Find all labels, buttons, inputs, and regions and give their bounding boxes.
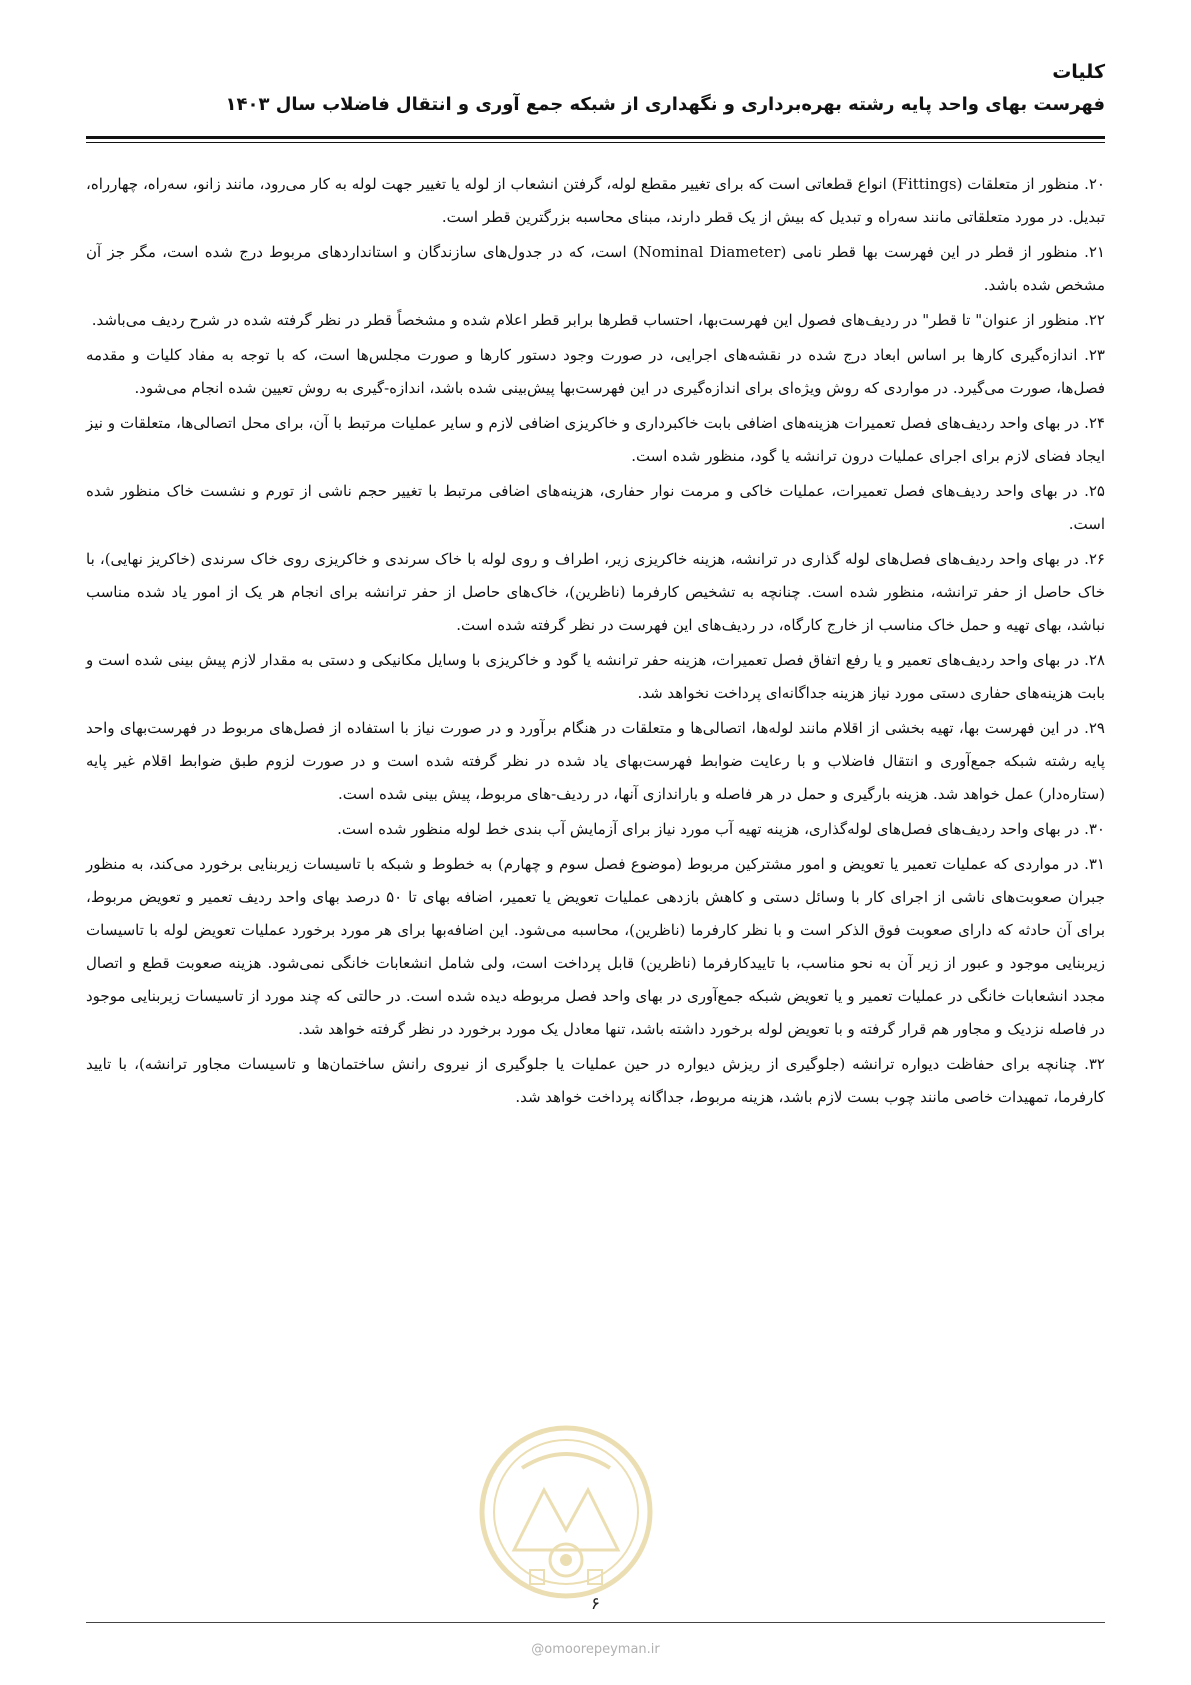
page-number: ۶	[590, 1594, 601, 1614]
site-watermark-text: @omoorepeyman.ir	[531, 1642, 660, 1657]
clause-21: ۲۱. منظور از قطر در این فهرست بها قطر نامی (Nominal Diameter) است، که در جدول‌های سازندگان و استانداردهای مربوط درج شده است، مگر جز آن مشخص شده باشد.	[86, 243, 1105, 294]
document-body	[86, 168, 1105, 1116]
clause-24: ۲۴. در بهای واحد ردیف‌های فصل تعمیرات هزینه‌های اضافی بابت خاکبرداری و خاکریزی اضافی لازم و سایر عملیات مرتبط با آن، برای محل اتصالی‌ها، متعلقات و نیز ایجاد فضای لازم برای اجرای عملیات درون ترانشه یا گود، منظور شده است.	[86, 414, 1105, 465]
clause-28: ۲۸. در بهای واحد ردیف‌های تعمیر و یا رفع اتفاق فصل تعمیرات، هزینه حفر ترانشه یا گود و خاکریزی با وسایل مکانیکی و دستی به مقدار لازم پیش بینی شده است و بابت هزینه‌های حفاری دستی مورد نیاز هزینه جداگانه‌ای پرداخت نخواهد شد.	[86, 651, 1105, 702]
clause-31: ۳۱. در مواردی که عملیات تعمیر یا تعویض و امور مشترکین مربوط (موضوع فصل سوم و چهارم) به خطوط و شبکه با تاسیسات زیربنایی برخورد می‌کند، به منظور جبران صعوبت‌های ناشی از اجرای کار با وسائل دستی و کاهش بازدهی عملیات تعویض یا تعمیر، اضافه بهای تا ۵۰ درصد بهای واحد ردیف تعمیر و تعویض مربوط، برای آن حادثه که دارای صعوبت فوق الذکر است و با نظر کارفرما (ناظرین)، محاسبه می‌شود. این اضافه‌بها برای هر مورد برخورد عملیات تعویض لوله با تاسیسات زیربنایی موجود و عبور از زیر آن به نحو مناسب، با تاییدکارفرما (ناظرین) قابل پرداخت است، ولی شامل انشعابات خانگی نمی‌شود. هزینه صعوبت قطع و اتصال مجدد انشعابات خانگی در عملیات تعمیر و یا تعویض شبکه جمع‌آوری در بهای واحد فصل مربوطه دیده شده است. در حالتی که چند مورد از تاسیسات زیربنایی موجود در فاصله نزدیک و مجاور هم قرار گرفته و با تعویض لوله برخورد داشته باشد، تنها معادل یک مورد برخورد در نظر گرفته خواهد شد.	[86, 855, 1105, 1038]
clause-26: ۲۶. در بهای واحد ردیف‌های فصل‌های لوله گذاری در ترانشه، هزینه خاکریزی زیر، اطراف و روی لوله با خاک سرندی و خاکریزی روی خاک سرندی (خاکریز نهایی)، با خاک حاصل از حفر ترانشه، منظور شده است. چنانچه به تشخیص کارفرما (ناظرین)، خاک‌های حاصل از حفر ترانشه برای انجام هر یک از امور یاد شده مناسب نباشد، بهای تهیه و حمل خاک مناسب از خارج کارگاه، در ردیف‌های این فهرست در نظر گرفته شده است.	[86, 550, 1105, 634]
clause-32: ۳۲. چنانچه برای حفاظت دیواره ترانشه (جلوگیری از ریزش دیواره در حین عملیات یا جلوگیری از نیروی رانش ساختمان‌ها و تاسیسات مجاور ترانشه)، با تایید کارفرما، تمهیدات خاصی مانند چوب بست لازم باشد، هزینه مربوط، جداگانه پرداخت خواهد شد.	[86, 1055, 1105, 1106]
document-title: فهرست بهای واحد پایه رشته بهره‌برداری و نگهداری از شبکه جمع آوری و انتقال فاضلاب سال ۱۴۰۳	[225, 94, 1105, 115]
clause-23: ۲۳. اندازه‌گیری کارها بر اساس ابعاد درج شده در نقشه‌های اجرایی، در صورت وجود دستور کارها و صورت مجلس‌ها است، که با توجه به مفاد کلیات و مقدمه فصل‌ها، صورت می‌گیرد. در مواردی که روش ویژه‌ای برای اندازه‌گیری در این فهرست‌بها پیش‌بینی شده باشد، اندازه-گیری به روش تعیین شده انجام می‌شود.	[86, 346, 1105, 397]
section-title: کلیات	[1052, 61, 1105, 83]
clause-25: ۲۵. در بهای واحد ردیف‌های فصل تعمیرات، عملیات خاکی و مرمت نوار حفاری، هزینه‌های اضافی مرتبط با تغییر حجم ناشی از تورم و نشست خاک منظور شده است.	[86, 482, 1105, 533]
page-header	[86, 58, 1105, 120]
footer-rule	[86, 1622, 1105, 1623]
header-rule-thin	[86, 142, 1105, 143]
clause-30: ۳۰. در بهای واحد ردیف‌های فصل‌های لوله‌گذاری، هزینه تهیه آب مورد نیاز برای آزمایش آب بندی خط لوله منظور شده است.	[337, 820, 1105, 838]
clause-22: ۲۲. منظور از عنوان" تا قطر" در ردیف‌های فصول این فهرست‌بها، احتساب قطرها برابر قطر اعلام شده و مشخصاً قطر در نظر گرفته شده در شرح ردیف می‌باشد.	[91, 311, 1105, 329]
watermark-logo	[474, 1420, 658, 1620]
clause-20: ۲۰. منظور از متعلقات (Fittings) انواع قطعاتی است که برای تغییر مقطع لوله، گرفتن انشعاب از لوله یا تغییر جهت لوله به کار می‌رود، مانند زانو، سه‌راه، چهارراه، تبدیل. در مورد متعلقاتی مانند سه‌راه و تبدیل که بیش از یک قطر دارند، مبنای محاسبه بزرگترین قطر است.	[86, 175, 1105, 226]
header-rule-thick	[86, 136, 1105, 139]
clause-29: ۲۹. در این فهرست بها، تهیه بخشی از اقلام مانند لوله‌ها، اتصالی‌ها و متعلقات در هنگام برآورد و در صورت نیاز با استفاده از فصل‌های مربوط در فهرست‌بهای واحد پایه رشته شبکه جمع‌آوری و انتقال فاضلاب و با رعایت ضوابط فهرست‌بهای یاد شده در نظر گرفته شده است و در صورت لزوم طبق ضوابط اقلام غیر پایه (ستاره‌دار) عمل خواهد شد. هزینه بارگیری و حمل در هر فاصله و باراندازی آنها، در ردیف-های مربوط، پیش بینی شده است.	[86, 719, 1105, 803]
